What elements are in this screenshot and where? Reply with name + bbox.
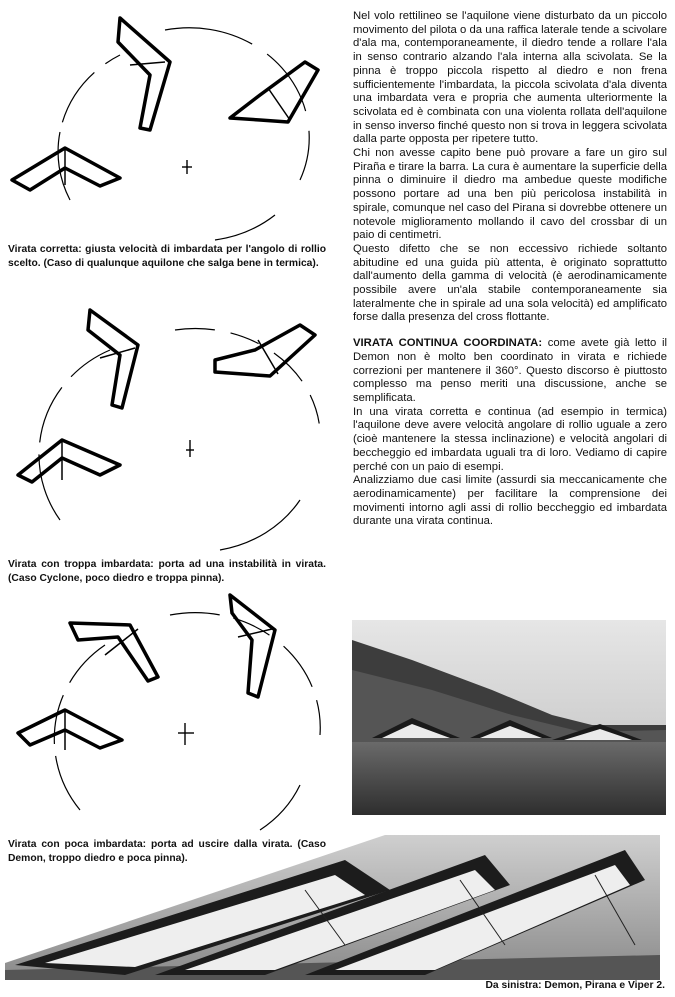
diagram-caption: Virata con troppa imbardata: porta ad una instabilità in virata. (Caso Cyclone, poco diedro e troppa pinna).	[8, 559, 326, 584]
diagram-too-much-yaw	[0, 300, 340, 555]
photo-gliders-field	[352, 620, 666, 815]
paragraph: Nel volo rettilineo se l'aquilone viene disturbato da un piccolo movimento del pilota o da una raffica laterale tende a scivolare d'ala ma, contemporaneamente, il diedro tende a rollare l'ala in senso contrario alzando l'ala interna alla scivolata. Se la pinna è troppo piccola rispetto al diedro e non frena sufficientemente l'imbardata, la piccola scivolata d'ala diventa una imbardata vera e propria che aumenta ulteriormente la scivolata ed è combinata con una violenta rollata dell'aquilone in senso inverso finché questo non si trova in leggera scivolata dalla parte opposta per ripetere tutto.	[353, 10, 667, 146]
paragraph: Questo difetto che se non eccessivo richiede soltanto abitudine ed una guida più attenta, è originato soprattutto dall'aumento della gamma di velocità (è aerodinamicamente possibile avere un'ala stabile contemporaneamente sia lateralmente che in spirale ad una sola velocità) ed amplificato forse dalla presenza del cross flottante.	[353, 242, 667, 324]
paragraph-text: come avete già letto il Demon non è molto ben coordinato in virata e richiede correzioni per mantenere il 360°. Questo discorso è piuttosto complesso ma penso meriti una discussione, anche se semplificata.	[353, 337, 668, 404]
diagram-too-little-yaw	[0, 585, 340, 835]
paragraph: Analizziamo due casi limite (assurdi sia meccanicamente che aerodinamicamente) per facilitare la comprensione dei movimenti intorno agli assi di rollio beccheggio ed imbardata durante una virata continua.	[353, 474, 667, 528]
section-heading: VIRATA CONTINUA COORDINATA:	[353, 337, 543, 350]
paragraph: Chi non avesse capito bene può provare a fare un giro sul Piraña e tirare la barra. La cura è aumentare la superficie della pinna o diminuire il diedro ma ambedue queste modifiche possono portare ad una ben più pericolosa instabilità in spirale, comunque nel caso del Pirana si dovrebbe ottenere un notevole miglioramento mollando il cavo del crossbar di un paio di centimetri.	[353, 147, 667, 242]
photo-three-gliders	[5, 835, 660, 980]
photo-caption: Da sinistra: Demon, Pirana e Viper 2.	[485, 980, 665, 991]
paragraph: In una virata corretta e continua (ad esempio in termica) l'aquilone deve avere velocità angolare di rollio uguale a zero (cioè mantenere la stessa inclinazione) e velocità angolari di beccheggio ed imbardata uguali tra di loro. Vediamo di capire perché con un paio di esempi.	[353, 405, 667, 473]
diagram-correct-turn	[0, 0, 340, 245]
diagram-caption: Virata corretta: giusta velocità di imbardata per l'angolo di rollio scelto. (Caso di qualunque aquilone che salga bene in termica).	[8, 244, 326, 269]
section-paragraph	[353, 337, 667, 406]
article-text	[353, 10, 667, 529]
diagram-caption: Virata con poca imbardata: porta ad uscire dalla virata. (Caso Demon, troppo diedro e poca pinna).	[8, 839, 326, 864]
